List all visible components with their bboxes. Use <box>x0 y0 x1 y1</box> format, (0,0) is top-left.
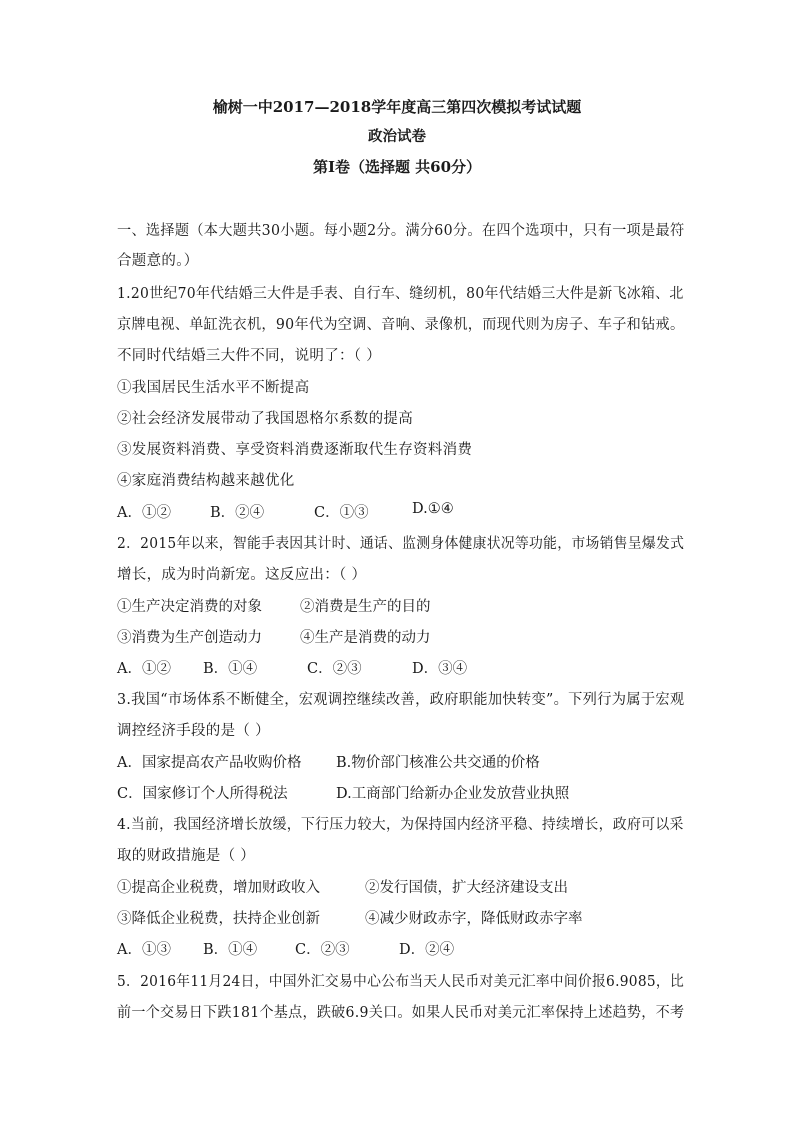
question-1-item: ①我国居民生活水平不断提高 <box>117 380 310 396</box>
question-4-stem: 取的财政措施是（ ） <box>117 848 256 864</box>
option-b[interactable]: B．①④ <box>203 661 258 677</box>
option-a[interactable]: A．①③ <box>117 942 171 958</box>
option-b[interactable]: B.物价部门核准公共交通的价格 <box>336 755 540 771</box>
option-b[interactable]: B．①④ <box>203 942 258 958</box>
question-1-item: ③发展资料消费、享受资料消费逐渐取代生存资料消费 <box>117 442 473 458</box>
question-1-stem: 不同时代结婚三大件不同，说明了：（ ） <box>117 348 382 364</box>
question-4-item: ③降低企业税费，扶持企业创新 <box>117 911 320 927</box>
option-a[interactable]: A．国家提高农产品收购价格 <box>117 755 302 771</box>
option-d[interactable]: D．③④ <box>412 661 468 677</box>
question-3-stem: 3.我国“市场体系不断健全，宏观调控继续改善，政府职能加快转变”。下列行为属于宏观 <box>117 692 685 708</box>
question-2-item: ①生产决定消费的对象 <box>117 599 262 615</box>
option-a[interactable]: A．①② <box>117 661 171 677</box>
question-1-item: ②社会经济发展带动了我国恩格尔系数的提高 <box>117 411 413 427</box>
option-c[interactable]: C．国家修订个人所得税法 <box>117 786 288 802</box>
option-c[interactable]: C．②③ <box>295 942 350 958</box>
option-b[interactable]: B．②④ <box>210 505 265 521</box>
question-2-stem: 增长，成为时尚新宠。这反应出：（ ） <box>117 567 367 583</box>
question-4-stem: 4.当前，我国经济增长放缓，下行压力较大，为保持国内经济平稳、持续增长，政府可以采 <box>117 817 684 833</box>
option-d[interactable]: D.①④ <box>412 501 454 517</box>
question-4-item: ④减少财政赤字，降低财政赤字率 <box>365 911 583 927</box>
question-4-item: ①提高企业税费，增加财政收入 <box>117 880 320 896</box>
option-d[interactable]: D.工商部门给新办企业发放营业执照 <box>336 786 570 802</box>
question-2-stem: 2．2015年以来，智能手表因其计时、通话、监测身体健康状况等功能，市场销售呈爆发式 <box>117 536 685 552</box>
question-4-item: ②发行国债，扩大经济建设支出 <box>365 880 568 896</box>
question-5-stem: 5．2016年11月24日，中国外汇交易中心公布当天人民币对美元汇率中间价报6.9085，比 <box>117 974 685 990</box>
question-1-item: ④家庭消费结构越来越优化 <box>117 473 295 489</box>
option-d[interactable]: D．②④ <box>399 942 455 958</box>
question-5-stem: 前一个交易日下跌181个基点，跌破6.9关口。如果人民币对美元汇率保持上述趋势，不考 <box>117 1005 685 1021</box>
option-c[interactable]: C．②③ <box>307 661 362 677</box>
question-2-item: ②消费是生产的目的 <box>300 599 431 615</box>
exam-title: 榆树一中2017—2018学年度高三第四次模拟考试试题 <box>212 98 582 116</box>
question-1-stem: 1.20世纪70年代结婚三大件是手表、自行车、缝纫机，80年代结婚三大件是新飞冰箱、北 <box>117 286 684 302</box>
exam-subtitle: 政治试卷 <box>368 128 426 145</box>
option-c[interactable]: C．①③ <box>314 505 369 521</box>
question-3-stem: 调控经济手段的是（ ） <box>117 723 270 739</box>
option-a[interactable]: A．①② <box>117 505 171 521</box>
intro-line: 一、选择题（本大题共30小题。每小题2分。满分60分。在四个选项中，只有一项是最符 <box>117 223 685 239</box>
question-2-item: ③消费为生产创造动力 <box>117 630 262 646</box>
section-title: 第Ⅰ卷（选择题 共60分） <box>312 158 482 176</box>
question-2-item: ④生产是消费的动力 <box>300 630 431 646</box>
question-1-stem: 京牌电视、单缸洗衣机，90年代为空调、音响、录像机，而现代则为房子、车子和钻戒。 <box>117 317 685 333</box>
intro-line: 合题意的。） <box>117 253 199 269</box>
